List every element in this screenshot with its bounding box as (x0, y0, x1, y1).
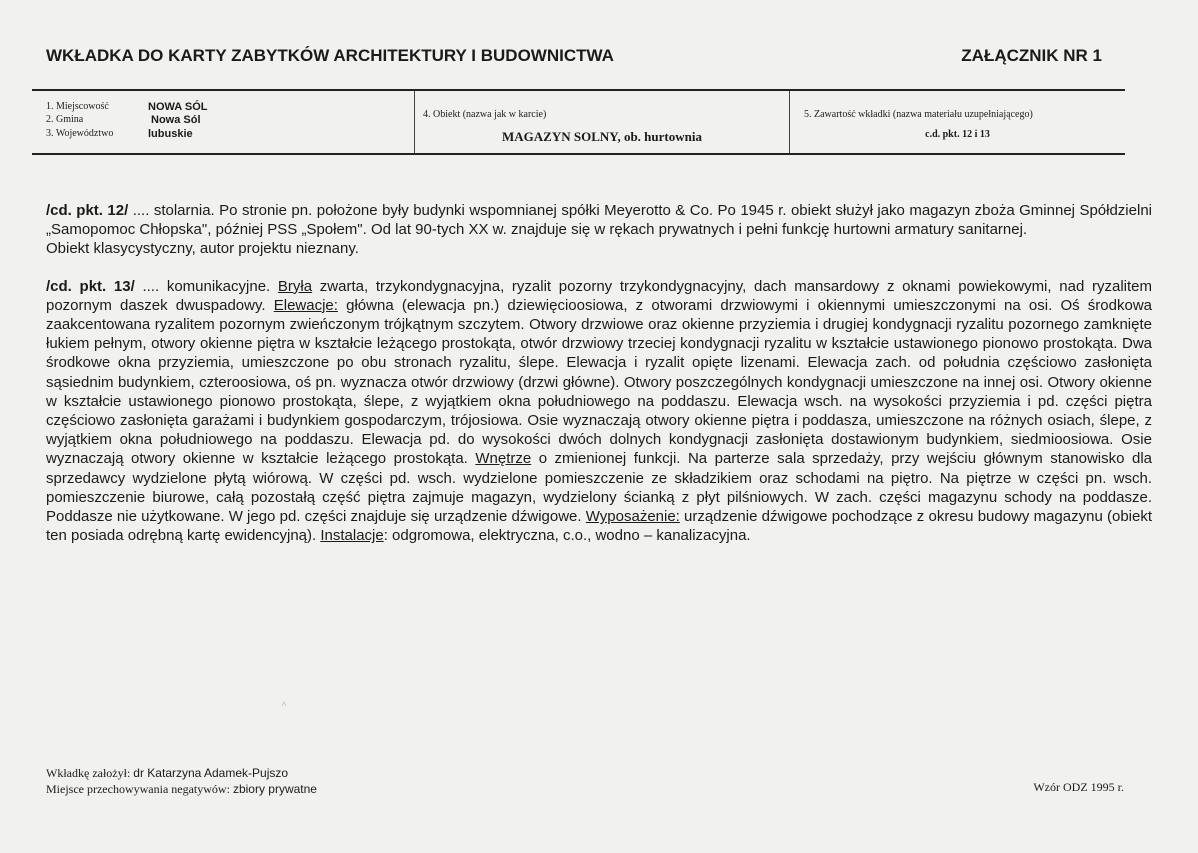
contents-value: c.d. pkt. 12 i 13 (925, 129, 990, 140)
heading-instalacje: Instalacje (320, 527, 384, 545)
section-13-text-2: zwarta, trzykondygnacyjna, ryzalit pozorny trzykondygnacyjny, dach mansardowy z oknami powiekowymi, nad ryzalitem pozornym daszek dwuspadowy. (46, 277, 1152, 314)
annex-number: ZAŁĄCZNIK NR 1 (961, 46, 1102, 65)
section-13-ref: /cd. pkt. 13/ (46, 277, 135, 295)
place-row (46, 101, 207, 113)
storage-line (46, 781, 317, 797)
form-header-table (32, 89, 1125, 155)
place-label: 1. Miejscowość (46, 101, 109, 112)
object-label: 4. Obiekt (nazwa jak w karcie) (423, 109, 547, 120)
voivodeship-label: 3. Województwo (46, 128, 114, 139)
commune-value: Nowa Sól (151, 114, 201, 126)
section-13-text-1: .... komunikacyjne. (134, 277, 278, 295)
section-13-paragraph (46, 277, 1152, 546)
location-cell (32, 91, 415, 153)
stray-mark: ^ (282, 700, 287, 710)
section-12-ref: /cd. pkt. 12/ (46, 202, 129, 219)
storage-label: Miejsce przechowywania negatywów: (46, 782, 233, 796)
section-13-text-6: : odgromowa, elektryczna, c.o., wodno – kanalizacyjna. (383, 527, 751, 545)
heading-wnetrze: Wnętrze (475, 450, 532, 468)
commune-label: 2. Gmina (46, 114, 84, 125)
section-12-note: Obiekt klasycystyczny, autor projektu nieznany. (46, 240, 359, 258)
footer-credits (46, 765, 317, 797)
contents-cell (790, 91, 1125, 153)
template-note: Wzór ODZ 1995 r. (1033, 780, 1124, 794)
object-cell (415, 91, 790, 153)
place-value: NOWA SÓL (148, 101, 208, 113)
section-12-text: .... stolarnia. Po stronie pn. położone były budynki wspomnianej spółki Meyerotto & Co. Po 1945 r. obiekt służył jako magazyn zboża Gminnej Spółdzielni „Samopomoc Chłopska", później PSS „Społem". Od lat 90-tych XX w. znajduje się w rękach prywatnych i pełni funkcję hurtowni armatury sanitarnej. (46, 202, 1152, 239)
section-13-text-3: główna (elewacja pn.) dziewięcioosiowa, z otworami drzwiowymi i okiennymi umieszczonymi na osi. Oś środkowa zaakcentowana ryzalitem pozornym zwieńczonym trójkątnym szczytem. Otwory drzwiowe oraz okienne przyziemia i drugiej kondygnacji ryzalitu pozornego zamknięte łukiem pełnym, otwory okienne piętra w kształcie leżącego prostokąta, otwór drzwiowy trzeciej kondygnacji ryzalitu w kształcie ustawionego pionowo prostokąta. Dwa środkowe okna przyziemia, umieszczone po obu stronach ryzalitu, ślepe. Elewacja i ryzalit opięte lizenami. Elewacja zach. od południa częściowo zasłonięta sąsiednim budynkiem, czteroosiowa, oś pn. wyznacza otwór drzwiowy (drzwi główne). Otwory poszczególnych kondygnacji umieszczone na innej osi. Otwory okienne w kształcie ustawionego pionowo prostokąta, ślepe, z wyjątkiem okna południowego na poddaszu. Elewacja wsch. na wysokości przyziemia i pd. części piętra częściowo zasłonięta garażami i budynkiem gospodarczym, trójosiowa. Osie wyznaczają otwory okienne piętra i poddasza, umieszczone na różnych osiach, ślepe, z wyjątkiem okna południowego na poddaszu. Elewacja pd. do wysokości dwóch dolnych kondygnacji zasłonięta dostawionym budynkiem, siedmioosiowa. Osie wyznaczają otwory okienne w kształcie leżącego prostokąta. (46, 296, 1152, 468)
voivodeship-row (46, 128, 193, 140)
voivodeship-value: lubuskie (148, 128, 193, 140)
author-value: dr Katarzyna Adamek-Pujszo (133, 766, 289, 780)
section-12-paragraph (46, 201, 1152, 239)
commune-row (46, 114, 201, 126)
contents-label: 5. Zawartość wkładki (nazwa materiału uzupełniającego) (804, 109, 1033, 120)
document-body (46, 201, 1152, 545)
storage-value: zbiory prywatne (232, 782, 317, 796)
heading-wyposazenie: Wyposażenie: (585, 508, 680, 526)
author-line (46, 765, 317, 781)
document-title: WKŁADKA DO KARTY ZABYTKÓW ARCHITEKTURY I BUDOWNICTWA (46, 46, 614, 65)
section-13-text-5: urządzenie dźwigowe pochodzące z okresu budowy magazynu (obiekt ten posiada odrębną kartę ewidencyjną). (46, 508, 1153, 545)
object-value: MAGAZYN SOLNY, ob. hurtownia (502, 129, 702, 144)
section-13-text-4: o zmienionej funkcji. Na parterze sala sprzedaży, przy wejściu głównym stanowisko dla sprzedawcy wydzielone płytą wiórową. W części pd. wsch. wydzielone pomieszczenie ze składzikiem oraz schodami na piętro. Na piętrze w części pn. wsch. pomieszczenie biurowe, całą pozostałą część piętra zajmuje magazyn, wydzielony ścianką z płyt pilśniowych. W zach. części magazynu schody na poddasze. Poddasze nie użytkowane. W jego pd. części znajduje się urządzenie dźwigowe. (46, 450, 1152, 526)
heading-elewacje: Elewacje: (273, 296, 338, 314)
author-label: Wkładkę założył: (46, 766, 134, 780)
heading-bryla: Bryła (277, 277, 313, 295)
